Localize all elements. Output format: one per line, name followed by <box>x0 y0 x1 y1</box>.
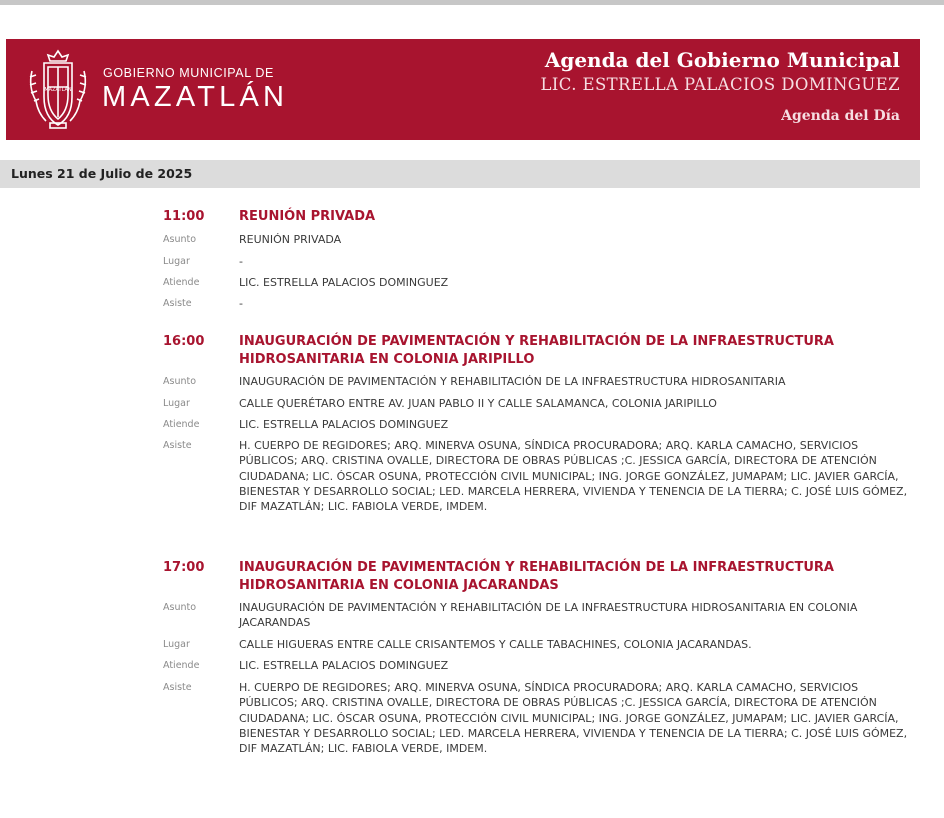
atiende-value: LIC. ESTRELLA PALACIOS DOMINGUEZ <box>239 276 449 289</box>
lugar-value: CALLE QUERÉTARO ENTRE AV. JUAN PABLO II Y CALLE SALAMANCA, COLONIA JARIPILLO <box>239 397 717 410</box>
lugar-label: Lugar <box>163 256 190 267</box>
atiende-label: Atiende <box>163 277 200 288</box>
asiste-value: H. CUERPO DE REGIDORES; ARQ. MINERVA OSUNA, SÍNDICA PROCURADORA; ARQ. KARLA CAMACHO, SERVICIOS PÚBLICOS; ARQ. CRISTINA OVALLE, DIRECTORA DE OBRAS PÚBLICAS ;C. JESSICA GARCÍA, DIRECTORA DE ATENCIÓN CIUDADANA; LIC. ÓSCAR OSUNA, PROTECCIÓN CIVIL MUNICIPAL; ING. JORGE GONZÁLEZ, JUMAPAM; LIC. JAVIER GARCÍA, BIENESTAR Y DESARROLLO SOCIAL; LED. MARCELA HERRERA, VIVIENDA Y TENENCIA DE LA TIERRA; C. JOSÉ LUIS GÓMEZ, DIF MAZATLÁN; LIC. FABIOLA VERDE, IMDEM. <box>239 439 908 514</box>
gov-small-label: GOBIERNO MUNICIPAL DE <box>103 66 274 80</box>
asiste-label: Asiste <box>163 682 192 693</box>
header-right <box>541 47 901 129</box>
lugar-value: CALLE HIGUERAS ENTRE CALLE CRISANTEMOS Y CALLE TABACHINES, COLONIA JACARANDAS. <box>239 638 752 651</box>
date-label: Lunes 21 de Julio de 2025 <box>11 166 193 181</box>
event-time: 11:00 <box>163 209 205 224</box>
atiende-value: LIC. ESTRELLA PALACIOS DOMINGUEZ <box>239 659 449 672</box>
event-title: INAUGURACIÓN DE PAVIMENTACIÓN Y REHABILITACIÓN DE LA INFRAESTRUCTURA HIDROSANITARIA EN COLONIA JACARANDAS <box>239 560 834 593</box>
lugar-value: - <box>239 255 243 268</box>
asunto-value: REUNIÓN PRIVADA <box>239 233 342 246</box>
event-time: 17:00 <box>163 560 205 575</box>
coat-of-arms-icon <box>26 47 90 131</box>
atiende-label: Atiende <box>163 419 200 430</box>
top-divider <box>0 0 944 5</box>
date-bar <box>0 160 920 188</box>
atiende-label: Atiende <box>163 660 200 671</box>
asiste-label: Asiste <box>163 440 192 451</box>
gov-city-name: MAZATLÁN <box>102 81 289 113</box>
event-title: REUNIÓN PRIVADA <box>239 209 376 224</box>
event-time: 16:00 <box>163 334 205 349</box>
asiste-label: Asiste <box>163 298 192 309</box>
atiende-value: LIC. ESTRELLA PALACIOS DOMINGUEZ <box>239 418 449 431</box>
official-name: LIC. ESTRELLA PALACIOS DOMINGUEZ <box>540 75 900 94</box>
page-subtitle: Agenda del Día <box>781 108 900 124</box>
page-title: Agenda del Gobierno Municipal <box>544 48 900 72</box>
header-banner <box>6 39 920 140</box>
event-title: INAUGURACIÓN DE PAVIMENTACIÓN Y REHABILITACIÓN DE LA INFRAESTRUCTURA HIDROSANITARIA EN COLONIA JARIPILLO <box>239 334 834 367</box>
asiste-value: H. CUERPO DE REGIDORES; ARQ. MINERVA OSUNA, SÍNDICA PROCURADORA; ARQ. KARLA CAMACHO, SERVICIOS PÚBLICOS; ARQ. CRISTINA OVALLE, DIRECTORA DE OBRAS PÚBLICAS ;C. JESSICA GARCÍA, DIRECTORA DE ATENCIÓN CIUDADANA; LIC. ÓSCAR OSUNA, PROTECCIÓN CIVIL MUNICIPAL; ING. JORGE GONZÁLEZ, JUMAPAM; LIC. JAVIER GARCÍA, BIENESTAR Y DESARROLLO SOCIAL; LED. MARCELA HERRERA, VIVIENDA Y TENENCIA DE LA TIERRA; C. JOSÉ LUIS GÓMEZ, DIF MAZATLÁN; LIC. FABIOLA VERDE, IMDEM. <box>239 681 908 756</box>
asunto-value: INAUGURACIÓN DE PAVIMENTACIÓN Y REHABILITACIÓN DE LA INFRAESTRUCTURA HIDROSANITARIA EN COLONIA JACARANDAS <box>239 601 858 630</box>
lugar-label: Lugar <box>163 398 190 409</box>
lugar-label: Lugar <box>163 639 190 650</box>
asunto-value: INAUGURACIÓN DE PAVIMENTACIÓN Y REHABILITACIÓN DE LA INFRAESTRUCTURA HIDROSANITARIA <box>239 375 786 388</box>
asunto-label: Asunto <box>163 376 197 387</box>
asunto-label: Asunto <box>163 602 197 613</box>
asunto-label: Asunto <box>163 234 197 245</box>
asiste-value: - <box>239 297 243 310</box>
svg-text:MAZATLÁN: MAZATLÁN <box>44 87 72 93</box>
